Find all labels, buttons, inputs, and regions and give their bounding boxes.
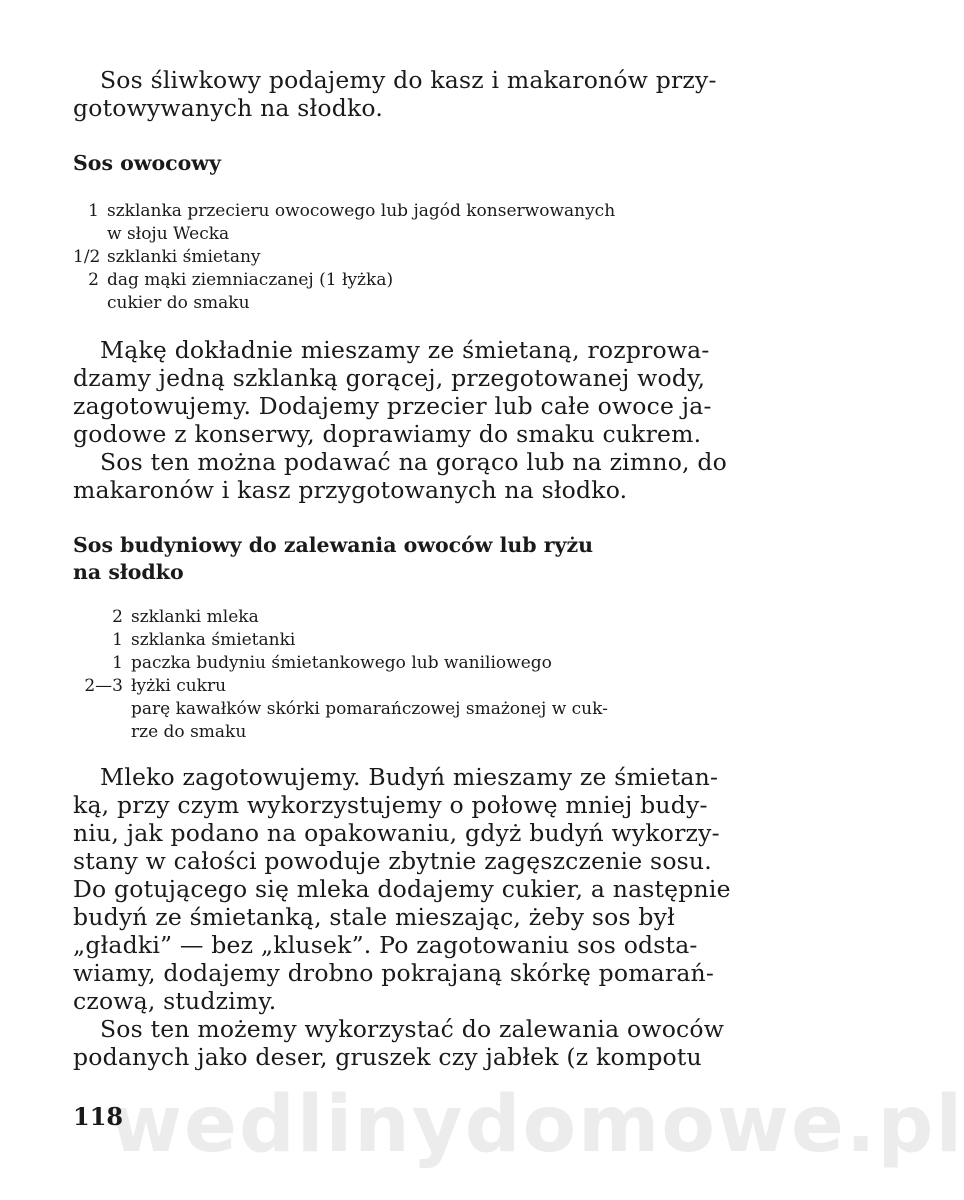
ingredient-list — [73, 606, 785, 744]
ingredient-item: 2 dag mąki ziemniaczanej (1 łyżka) — [88, 270, 394, 290]
ingredient-item: 1 szklanka śmietanki — [112, 630, 296, 650]
recipe-title: Sos owocowy — [73, 151, 221, 175]
text-line: Sos śliwkowy podajemy do kasz i makaronów przy- — [100, 66, 717, 94]
ingredient-item: cukier do smaku — [107, 293, 250, 313]
method-paragraph: Sos ten można podawać na gorąco lub na zimno, do makaronów i kasz przygotowanych na słodko. — [73, 448, 727, 504]
intro-paragraph — [73, 66, 785, 122]
ingredient-item: 1 paczka budyniu śmietankowego lub waniliowego — [112, 653, 552, 673]
ingredient-item: 2—3 łyżki cukru — [84, 676, 227, 696]
ingredient-item: 2 szklanki mleka — [112, 607, 259, 627]
page-number: 118 — [73, 1102, 124, 1131]
watermark: wedlinydomowe.pl — [110, 1080, 964, 1170]
ingredient-item: 1/2 szklanki śmietany — [73, 247, 261, 267]
ingredient-item: parę kawałków skórki pomarańczowej smażonej w cuk- — [131, 699, 608, 719]
method-paragraph: Sos ten możemy wykorzystać do zalewania owoców podanych jako deser, gruszek czy jabłek (z kompotu — [73, 1015, 725, 1071]
method-paragraph: Mleko zagotowujemy. Budyń mieszamy ze śmietan- ką, przy czym wykorzystujemy o połowę mniej budy- niu, jak podano na opakowaniu, gdyż budyń wykorzy- stany w całości powoduje zbytnie zagęszczenie sosu. Do gotującego się mleka dodajemy cukier, a następnie budyń ze śmietanką, stale mieszając, żeby sos był „gładki” — bez „klusek”. Po zagotowaniu sos odsta- wiamy, dodajemy drobno pokrajaną skórkę pomarań- czową, studzimy. — [73, 763, 731, 1015]
ingredient-continuation: w słoju Wecka — [107, 224, 230, 244]
method-paragraph: Mąkę dokładnie mieszamy ze śmietaną, rozprowa- dzamy jedną szklanką gorącej, przegotowanej wody, zagotowujemy. Dodajemy przecier lub całe owoce ja- godowe z konserwy, doprawiamy do smaku cukrem. — [73, 336, 712, 448]
ingredient-list — [73, 200, 785, 315]
ingredient-continuation: rze do smaku — [131, 722, 247, 742]
recipe-title: Sos budyniowy do zalewania owoców lub ryżu na słodko — [73, 533, 593, 584]
ingredient-item: 1 szklanka przecieru owocowego lub jagód konserwowanych — [88, 201, 616, 221]
text-line: gotowywanych na słodko. — [73, 94, 384, 122]
